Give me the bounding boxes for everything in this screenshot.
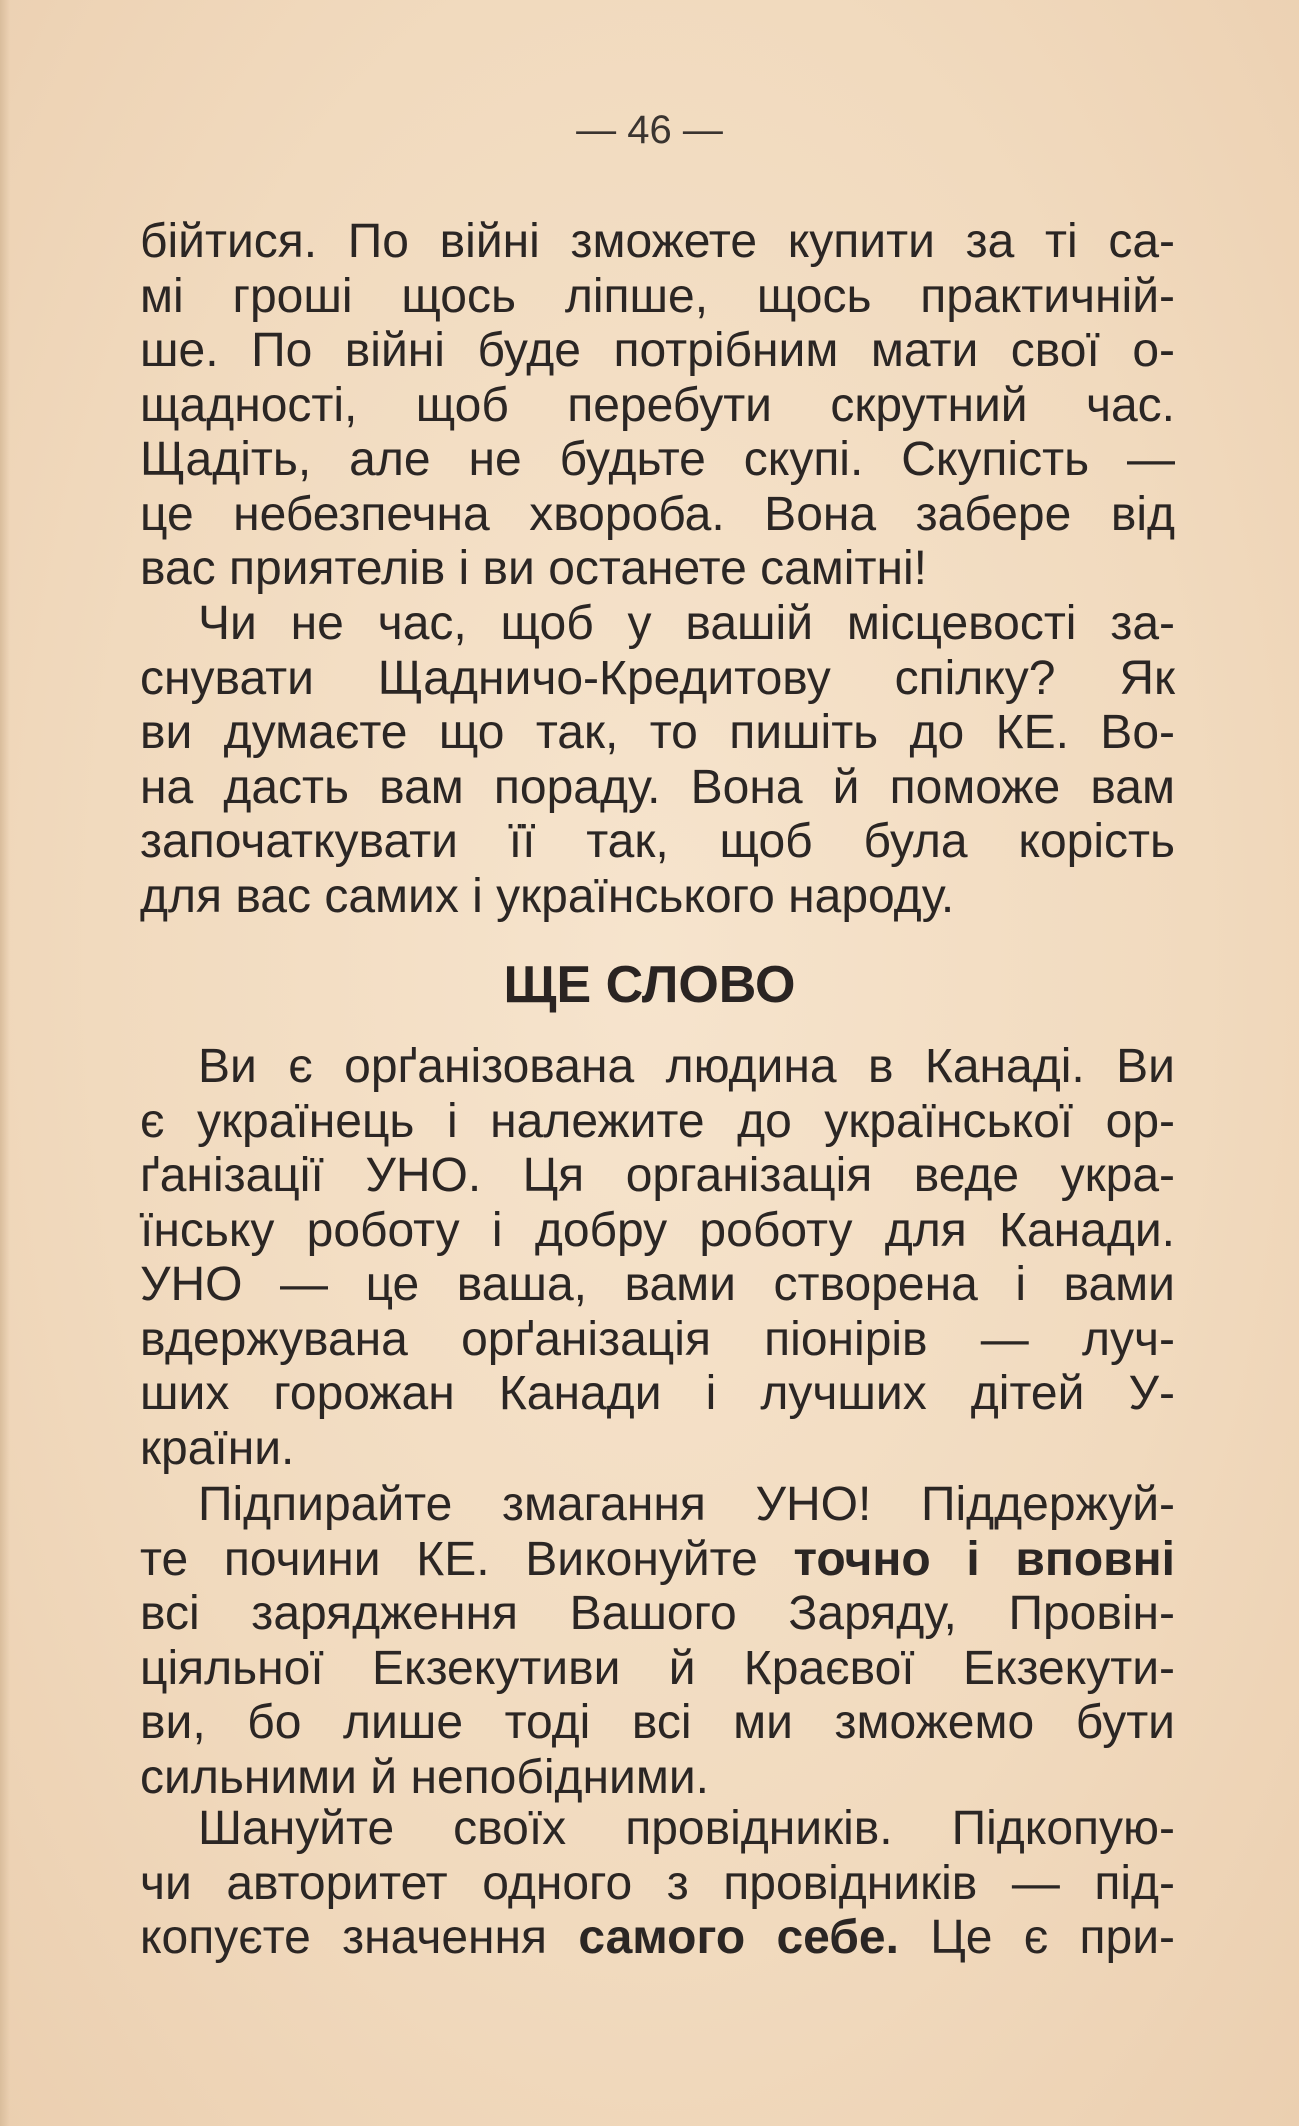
text-line: ше. По війні буде потрібним мати свої о-: [140, 324, 1175, 377]
text-line: щадності, щоб перебути скрутний час.: [140, 378, 1175, 432]
text-line: мі гроші щось ліпше, щось практичній-: [140, 269, 1175, 323]
text-line: вас приятелів і ви останете самітні!: [140, 542, 927, 595]
bold-text: самого себе.: [578, 1911, 899, 1964]
text-line: вдержувана орґанізація піонірів — луч-: [140, 1312, 1175, 1366]
text-line: [140, 1533, 1175, 1588]
text-run: те почини КЕ. Виконуйте: [140, 1532, 794, 1586]
text-line: Щадіть, але не будьте скупі. Скупість —: [140, 433, 1175, 486]
text-line: це небезпечна хвороба. Вона забере від: [140, 487, 1175, 541]
paragraph-3: [140, 1040, 1175, 1476]
text-line: їнську роботу і добру роботу для Канади.: [140, 1203, 1175, 1257]
text-line: на дасть вам пораду. Вона й поможе вам: [140, 760, 1175, 814]
page-number: — 46 —: [576, 108, 723, 152]
text-line: снувати Щадничо-Кредитову спілку? Як: [140, 651, 1175, 705]
text-line: започаткувати її так, щоб була корість: [140, 815, 1175, 868]
text-line: всі зарядження Вашого Заряду, Провін-: [140, 1587, 1175, 1640]
text-line: Шануйте своїх провідників. Підкопую-: [198, 1802, 1175, 1855]
section-heading: ЩЕ СЛОВО: [503, 956, 796, 1014]
text-line: сильними й непобідними.: [140, 1750, 709, 1804]
paragraph-5: [140, 1802, 1175, 1966]
text-line: Чи не час, щоб у вашій місцевості за-: [198, 597, 1175, 650]
text-line: для вас самих і українського народу.: [140, 869, 955, 923]
text-line: Підпирайте змагання УНО! Піддержуй-: [198, 1478, 1175, 1531]
text-run: копуєте значення: [140, 1911, 579, 1964]
page-binding-shadow: [0, 0, 10, 2126]
text-line: [140, 1911, 1175, 1966]
bold-text: точно і вповні: [793, 1532, 1175, 1586]
paragraph-2: [140, 597, 1175, 924]
text-line: є українець і належите до української ор-: [140, 1094, 1175, 1148]
paragraph-4: [140, 1478, 1175, 1805]
text-line: ціяльної Екзекутиви й Краєвої Екзекути-: [140, 1641, 1175, 1695]
text-line: ших горожан Канади і лучших дітей У-: [140, 1367, 1175, 1420]
text-line: країни.: [140, 1421, 295, 1475]
text-line: ви, бо лише тоді всі ми зможемо бути: [140, 1696, 1175, 1749]
text-run: Це є при-: [898, 1911, 1176, 1964]
text-line: УНО — це ваша, вами створена і вами: [140, 1258, 1175, 1311]
text-line: чи авторитет одного з провідників — під-: [140, 1856, 1175, 1910]
text-line: ґанізації УНО. Ця організація веде укра-: [140, 1149, 1175, 1202]
text-line: Ви є орґанізована людина в Канаді. Ви: [198, 1040, 1175, 1093]
text-line: бійтися. По війні зможете купити за ті са-: [140, 215, 1175, 268]
text-line: ви думаєте що так, то пишіть до КЕ. Во-: [140, 706, 1175, 759]
paragraph-1: [140, 215, 1175, 597]
